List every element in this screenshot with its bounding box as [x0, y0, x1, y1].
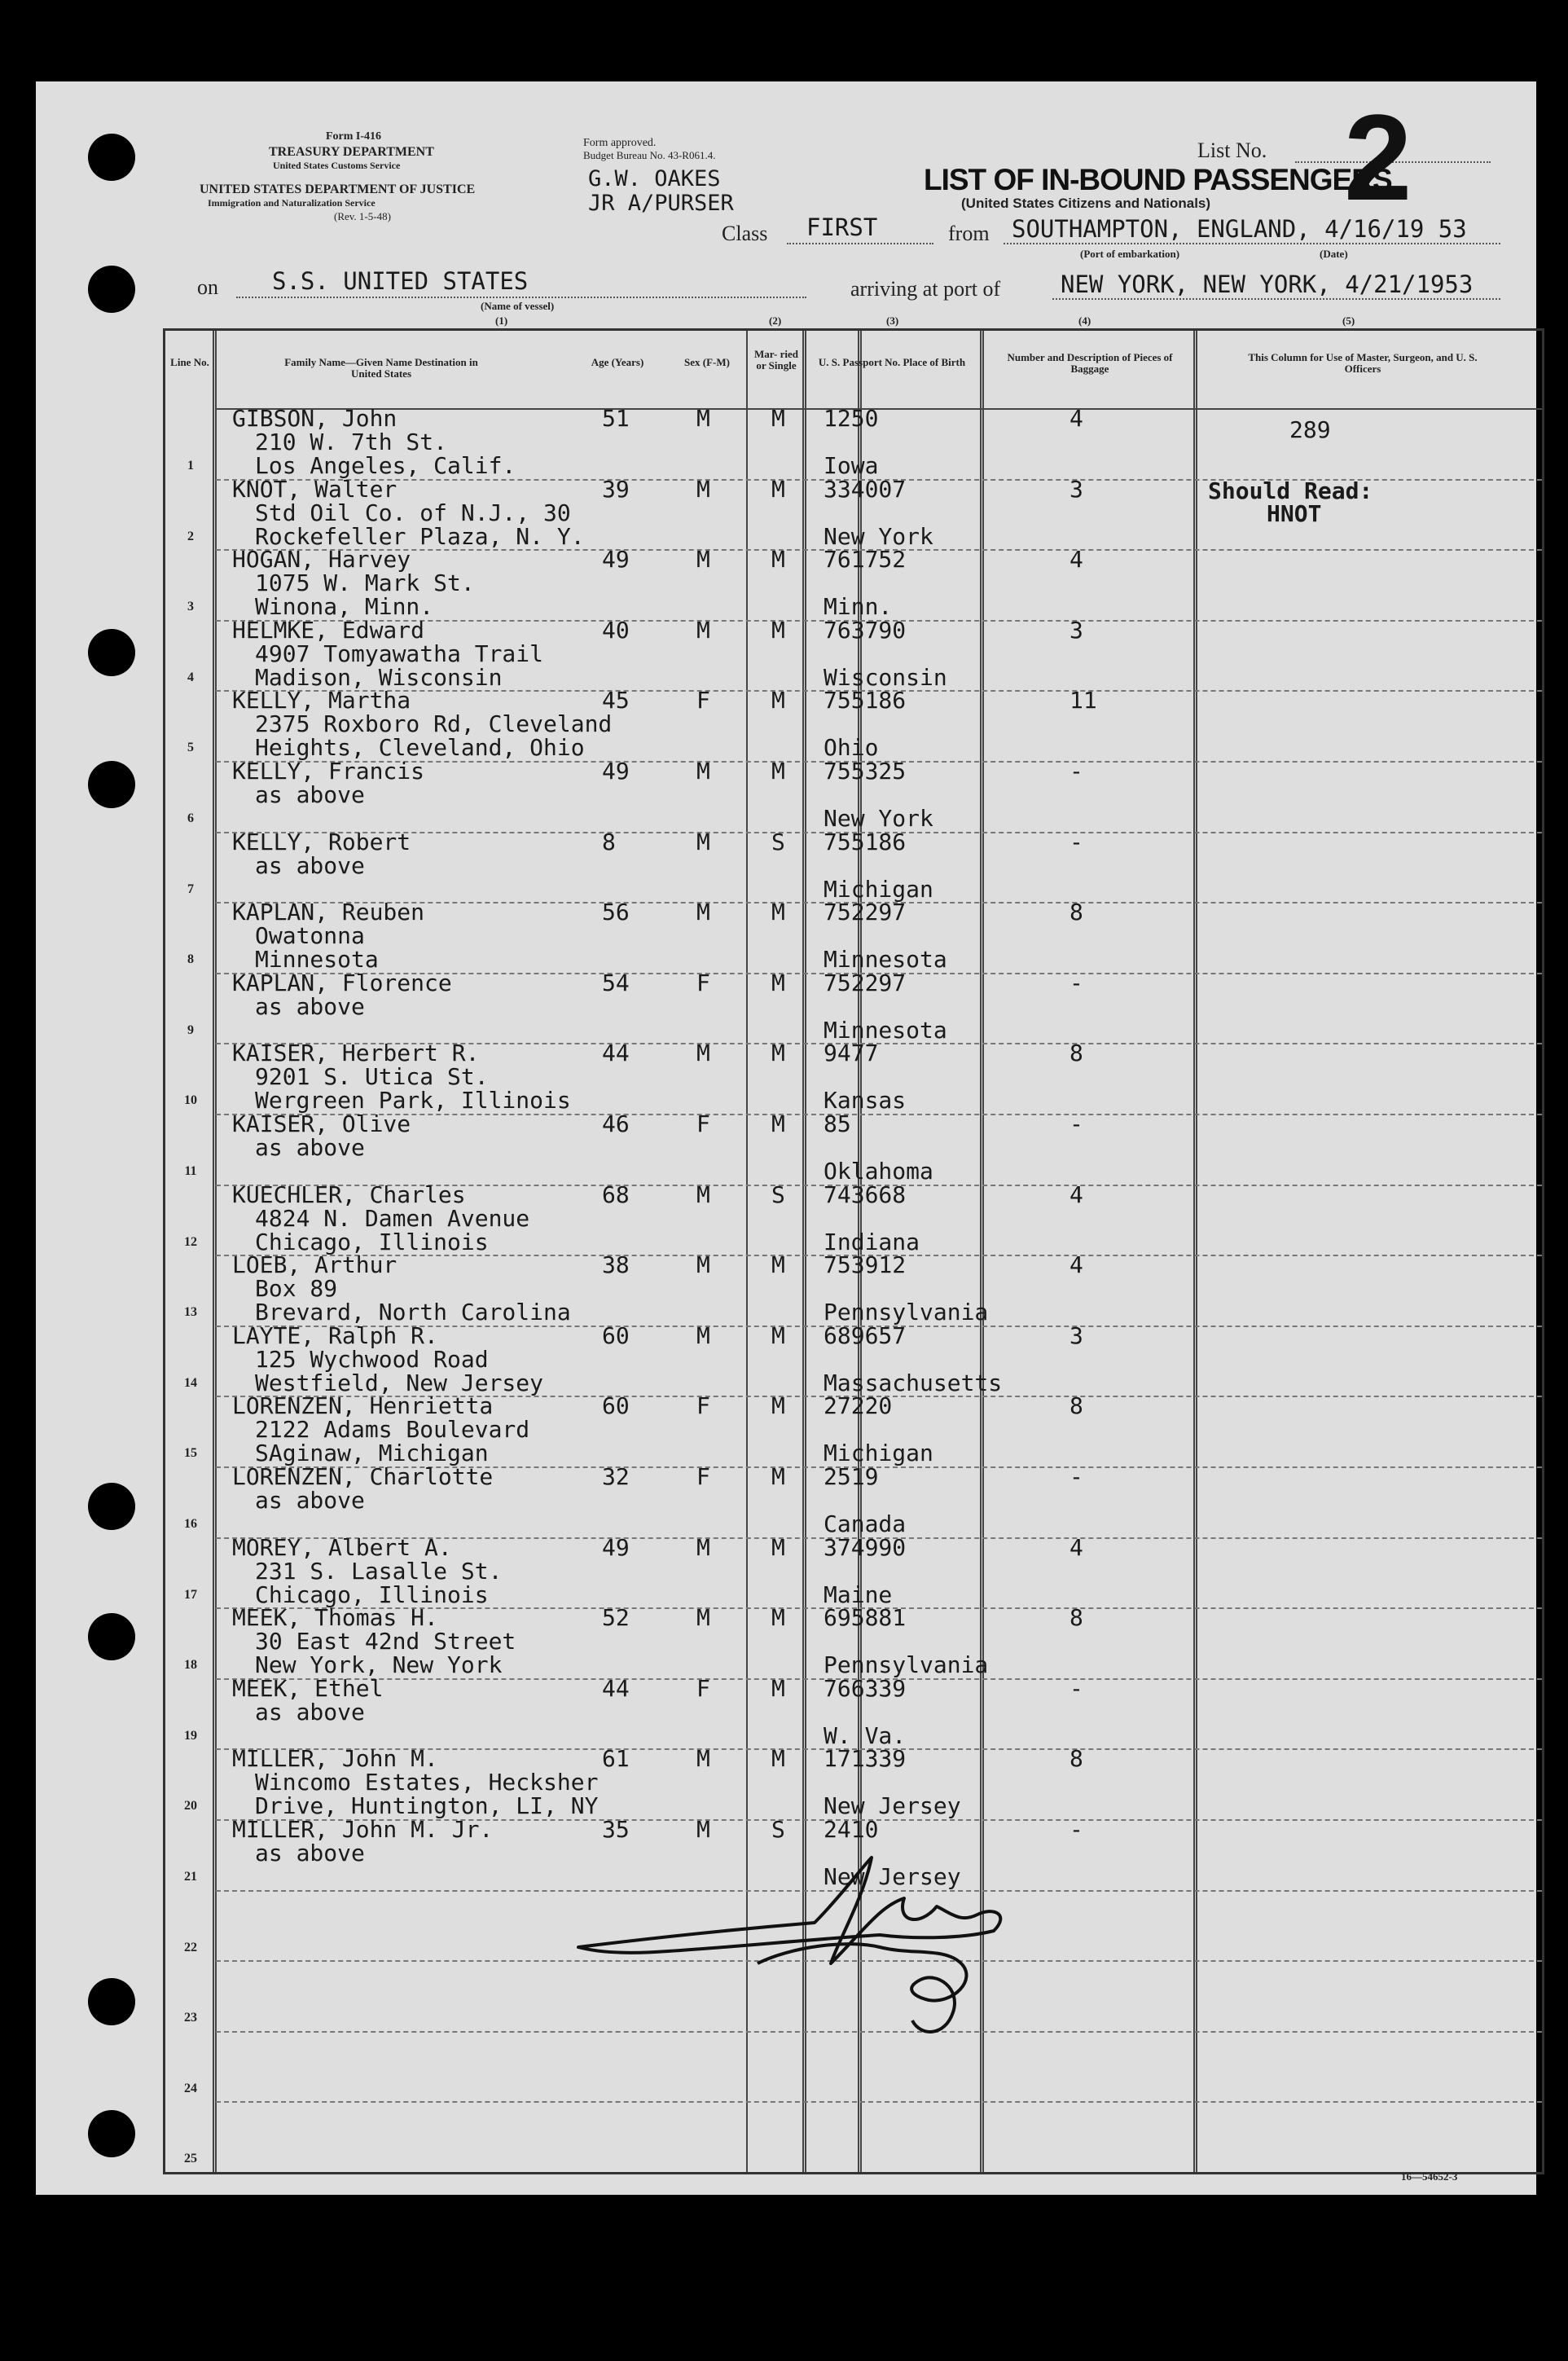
address-line: 30 East 42nd Street	[255, 1628, 516, 1655]
place-of-birth: Ohio	[824, 734, 879, 762]
class-label: Class	[722, 222, 768, 245]
age: 44	[602, 1674, 630, 1702]
form-number: Form I-416	[326, 130, 382, 143]
address-line: as above	[255, 992, 365, 1020]
punch-hole	[88, 761, 135, 808]
passenger-name: KELLY, Robert	[232, 828, 411, 855]
passenger-name: GIBSON, John	[232, 405, 397, 432]
line-number: 10	[184, 1093, 197, 1108]
line-number: 18	[184, 1658, 197, 1673]
address-line: as above	[255, 1487, 365, 1514]
sex: F	[696, 1463, 710, 1490]
sex: F	[696, 687, 710, 714]
baggage-count: 11	[1069, 687, 1097, 714]
purser-name: G.W. OAKES	[588, 166, 721, 191]
marital-status: M	[771, 1110, 785, 1137]
marital-status: M	[771, 1251, 785, 1279]
passenger-name: MEEK, Thomas H.	[232, 1604, 438, 1632]
sex: M	[696, 1251, 710, 1279]
passport-no: 9477	[824, 1040, 879, 1067]
passenger-name: HOGAN, Harvey	[232, 546, 411, 574]
sex: M	[696, 1604, 710, 1632]
address-line: 210 W. 7th St.	[255, 429, 448, 455]
passenger-name: KELLY, Francis	[232, 758, 425, 785]
line-number: 1	[187, 459, 194, 473]
passenger-name: LORENZEN, Charlotte	[232, 1463, 494, 1490]
marital-status: S	[771, 1180, 785, 1208]
line-number: 5	[187, 741, 194, 755]
header-name: Family Name—Given Name Destination in United States	[284, 356, 478, 380]
passport-no: 753912	[824, 1251, 907, 1279]
place-of-birth: New Jersey	[824, 1792, 961, 1820]
passenger-name: KAPLAN, Florence	[232, 969, 452, 996]
place-of-birth: Minnesota	[824, 1016, 947, 1044]
age: 46	[602, 1110, 630, 1137]
age: 51	[602, 405, 630, 432]
age: 60	[602, 1392, 630, 1420]
baggage-count: -	[1069, 758, 1083, 785]
budget-bureau: Budget Bureau No. 43-R061.4.	[583, 149, 716, 161]
place-of-birth: Michigan	[824, 1440, 933, 1467]
baggage-count: 8	[1069, 1392, 1083, 1420]
baggage-count: 4	[1069, 1180, 1083, 1208]
vessel-caption: (Name of vessel)	[481, 300, 555, 312]
baggage-count: 3	[1069, 1321, 1083, 1349]
revision: (Rev. 1-5-48)	[334, 210, 391, 222]
passport-no: 743668	[824, 1180, 907, 1208]
address-line: Wincomo Estates, Hecksher	[255, 1769, 599, 1796]
passport-no: 171339	[824, 1745, 907, 1773]
form-title: LIST OF IN-BOUND PASSENGERS	[924, 163, 1392, 196]
sex: M	[696, 1040, 710, 1067]
baggage-count: -	[1069, 828, 1083, 855]
age: 44	[602, 1040, 630, 1067]
sex: M	[696, 405, 710, 432]
header-sex: Sex (F-M)	[684, 356, 730, 368]
passenger-name: MOREY, Albert A.	[232, 1533, 452, 1561]
address-line: Box 89	[255, 1275, 338, 1303]
marital-status: M	[771, 899, 785, 926]
address-line: 2375 Roxboro Rd, Cleveland	[255, 710, 613, 738]
arriving-label: arriving at port of	[850, 277, 1001, 301]
passport-no: 763790	[824, 616, 907, 644]
sex: M	[696, 1180, 710, 1208]
address-line: Winona, Minn.	[255, 593, 434, 621]
place-of-birth: Minnesota	[824, 946, 947, 974]
passenger-name: KNOT, Walter	[232, 475, 397, 503]
line-number: 23	[184, 2011, 197, 2025]
sex: M	[696, 828, 710, 855]
punch-hole	[88, 134, 135, 181]
sex: F	[696, 1674, 710, 1702]
address-line: 2122 Adams Boulevard	[255, 1416, 530, 1444]
passenger-name: HELMKE, Edward	[232, 616, 425, 644]
purser-title: JR A/PURSER	[588, 191, 734, 216]
line-number: 19	[184, 1728, 197, 1743]
address-line: Los Angeles, Calif.	[255, 452, 516, 479]
sex: M	[696, 1321, 710, 1349]
header-line-no: Line No.	[170, 356, 209, 368]
punch-hole	[88, 2110, 135, 2157]
line-number: 16	[184, 1517, 197, 1531]
age: 40	[602, 616, 630, 644]
passenger-name: KAISER, Herbert R.	[232, 1040, 480, 1067]
line-number: 8	[187, 952, 194, 967]
col-number: (2)	[769, 314, 782, 327]
punch-hole	[88, 1978, 135, 2025]
line-number: 12	[184, 1234, 197, 1249]
passport-no: 1250	[824, 405, 879, 432]
officer-note: Should Read:	[1208, 477, 1373, 504]
marital-status: M	[771, 405, 785, 432]
place-of-birth: Oklahoma	[824, 1158, 933, 1185]
marital-status: M	[771, 1674, 785, 1702]
passenger-name: LOEB, Arthur	[232, 1251, 397, 1279]
sex: F	[696, 1392, 710, 1420]
sex: M	[696, 1745, 710, 1773]
line-number: 13	[184, 1305, 197, 1320]
address-line: 9201 S. Utica St.	[255, 1063, 489, 1091]
arrival-value: NEW YORK, NEW YORK, 4/21/1953	[1061, 270, 1474, 298]
address-line: New York, New York	[255, 1651, 503, 1679]
signature	[570, 1849, 1026, 2045]
marital-status: M	[771, 475, 785, 503]
address-line: 4907 Tomyawatha Trail	[255, 640, 544, 667]
passenger-name: KELLY, Martha	[232, 687, 411, 714]
form-subtitle: (United States Citizens and Nationals)	[961, 196, 1211, 211]
baggage-count: 3	[1069, 616, 1083, 644]
address-line: Rockefeller Plaza, N. Y.	[255, 522, 585, 550]
marital-status: S	[771, 1816, 785, 1843]
marital-status: M	[771, 546, 785, 574]
sex: M	[696, 899, 710, 926]
place-of-birth: W. Va.	[824, 1721, 907, 1749]
place-of-birth: Michigan	[824, 875, 933, 903]
sex: M	[696, 758, 710, 785]
passport-no: 752297	[824, 899, 907, 926]
age: 61	[602, 1745, 630, 1773]
address-line: Drive, Huntington, LI, NY	[255, 1792, 599, 1820]
marital-status: M	[771, 687, 785, 714]
passport-no: 761752	[824, 546, 907, 574]
sex: M	[696, 475, 710, 503]
address-line: Wergreen Park, Illinois	[255, 1087, 571, 1115]
place-of-birth: Pennsylvania	[824, 1299, 989, 1326]
address-line: as above	[255, 1840, 365, 1866]
date-caption: (Date)	[1320, 248, 1348, 260]
address-line: Madison, Wisconsin	[255, 663, 503, 691]
marital-status: M	[771, 969, 785, 996]
embarkation-value: SOUTHAMPTON, ENGLAND, 4/16/19 53	[1012, 215, 1467, 243]
place-of-birth: Minn.	[824, 593, 893, 621]
row-divider	[216, 2101, 1542, 2103]
place-of-birth: Indiana	[824, 1228, 920, 1255]
sex: M	[696, 1533, 710, 1561]
col-number: (3)	[886, 314, 899, 327]
line-number: 24	[184, 2081, 197, 2095]
passenger-name: MEEK, Ethel	[232, 1674, 384, 1702]
class-value: FIRST	[806, 213, 878, 241]
baggage-count: -	[1069, 969, 1083, 996]
port-caption: (Port of embarkation)	[1080, 248, 1180, 260]
list-no-label: List No.	[1197, 138, 1267, 162]
officer-note: 289	[1289, 416, 1331, 443]
line-number: 21	[184, 1870, 197, 1884]
ins-service: Immigration and Naturalization Service	[208, 197, 376, 209]
place-of-birth: Kansas	[824, 1087, 907, 1115]
passport-no: 2519	[824, 1463, 879, 1490]
treasury-dept: TREASURY DEPARTMENT	[269, 145, 434, 159]
address-line: Brevard, North Carolina	[255, 1299, 571, 1326]
line-number: 9	[187, 1022, 194, 1037]
passport-no: 689657	[824, 1321, 907, 1349]
customs-service: United States Customs Service	[273, 160, 401, 171]
footer-code: 16—54652-3	[1401, 2170, 1458, 2183]
justice-dept: UNITED STATES DEPARTMENT OF JUSTICE	[200, 182, 476, 196]
list-number: 2	[1344, 89, 1412, 226]
baggage-count: 8	[1069, 1745, 1083, 1773]
address-line: Heights, Cleveland, Ohio	[255, 734, 585, 762]
address-line: Minnesota	[255, 946, 379, 974]
line-number: 11	[184, 1164, 197, 1178]
address-line: Chicago, Illinois	[255, 1228, 489, 1255]
marital-status: M	[771, 1604, 785, 1632]
marital-status: M	[771, 1321, 785, 1349]
header-officers: This Column for Use of Master, Surgeon, and U. S. Officers	[1248, 351, 1478, 375]
passenger-name: LORENZEN, Henrietta	[232, 1392, 494, 1420]
address-line: Westfield, New Jersey	[255, 1369, 544, 1396]
address-line: as above	[255, 781, 365, 808]
address-line: SAginaw, Michigan	[255, 1440, 489, 1467]
age: 8	[602, 828, 616, 855]
address-line: Owatonna	[255, 922, 365, 950]
place-of-birth: New York	[824, 805, 933, 832]
marital-status: M	[771, 1745, 785, 1773]
passport-no: 755325	[824, 758, 907, 785]
line-number: 20	[184, 1799, 197, 1814]
baggage-count: -	[1069, 1110, 1083, 1137]
passport-no: 374990	[824, 1533, 907, 1561]
header-age: Age (Years)	[591, 356, 644, 368]
line-number: 7	[187, 882, 194, 896]
address-line: 4824 N. Damen Avenue	[255, 1204, 530, 1232]
marital-status: M	[771, 758, 785, 785]
address-line: Chicago, Illinois	[255, 1581, 489, 1608]
punch-hole	[88, 1613, 135, 1660]
marital-status: S	[771, 828, 785, 855]
line-number: 4	[187, 670, 194, 684]
col-number: (4)	[1078, 314, 1091, 327]
age: 56	[602, 899, 630, 926]
address-line: as above	[255, 1698, 365, 1726]
passport-no: 85	[824, 1110, 851, 1137]
baggage-count: -	[1069, 1816, 1083, 1843]
line-number: 2	[187, 529, 194, 543]
marital-status: M	[771, 1392, 785, 1420]
line-number: 17	[184, 1587, 197, 1602]
age: 38	[602, 1251, 630, 1279]
age: 68	[602, 1180, 630, 1208]
baggage-count: 4	[1069, 1533, 1083, 1561]
sex: F	[696, 969, 710, 996]
age: 32	[602, 1463, 630, 1490]
marital-status: M	[771, 1463, 785, 1490]
passport-no: 755186	[824, 687, 907, 714]
passenger-name: MILLER, John M. Jr.	[232, 1816, 494, 1843]
passenger-name: KAISER, Olive	[232, 1110, 411, 1137]
baggage-count: 4	[1069, 405, 1083, 432]
address-line: 125 Wychwood Road	[255, 1345, 489, 1373]
age: 49	[602, 758, 630, 785]
address-line: as above	[255, 1134, 365, 1161]
col-number: (5)	[1342, 314, 1355, 327]
passenger-name: KUECHLER, Charles	[232, 1180, 466, 1208]
col-number: (1)	[495, 314, 508, 327]
vessel-name: S.S. UNITED STATES	[272, 267, 529, 295]
header-passport: U. S. Passport No. Place of Birth	[818, 356, 966, 368]
age: 54	[602, 969, 630, 996]
baggage-count: 8	[1069, 1604, 1083, 1632]
passenger-name: MILLER, John M.	[232, 1745, 438, 1773]
punch-hole	[88, 629, 135, 676]
place-of-birth: New Jersey	[824, 1863, 961, 1890]
form-approved: Form approved.	[583, 137, 657, 149]
place-of-birth: New York	[824, 522, 933, 550]
sex: F	[696, 1110, 710, 1137]
age: 49	[602, 546, 630, 574]
header-baggage: Number and Description of Pieces of Baggage	[1007, 351, 1173, 375]
marital-status: M	[771, 1040, 785, 1067]
row-divider	[216, 1114, 1542, 1115]
place-of-birth: Wisconsin	[824, 663, 947, 691]
address-line: as above	[255, 851, 365, 879]
place-of-birth: Massachusetts	[824, 1369, 1003, 1396]
address-line: 1075 W. Mark St.	[255, 569, 475, 597]
passport-no: 27220	[824, 1392, 893, 1420]
passport-no: 752297	[824, 969, 907, 996]
baggage-count: -	[1069, 1674, 1083, 1702]
line-number: 6	[187, 811, 194, 825]
passport-no: 2410	[824, 1816, 879, 1843]
place-of-birth: Maine	[824, 1581, 893, 1608]
sex: M	[696, 616, 710, 644]
line-number: 14	[184, 1375, 197, 1390]
baggage-count: -	[1069, 1463, 1083, 1490]
address-line: Std Oil Co. of N.J., 30	[255, 499, 571, 526]
line-number: 15	[184, 1446, 197, 1461]
punch-hole	[88, 1483, 135, 1530]
passenger-name: LAYTE, Ralph R.	[232, 1321, 438, 1349]
baggage-count: 4	[1069, 1251, 1083, 1279]
baggage-count: 4	[1069, 546, 1083, 574]
passport-no: 755186	[824, 828, 907, 855]
age: 35	[602, 1816, 630, 1843]
age: 60	[602, 1321, 630, 1349]
marital-status: M	[771, 1533, 785, 1561]
header-married: Mar- ried or Single	[753, 348, 799, 372]
baggage-count: 3	[1069, 475, 1083, 503]
line-number: 22	[184, 1940, 197, 1954]
officer-note: HNOT	[1267, 499, 1322, 527]
punch-hole	[88, 266, 135, 313]
sex: M	[696, 1816, 710, 1843]
baggage-count: 8	[1069, 899, 1083, 926]
on-label: on	[197, 275, 218, 299]
place-of-birth: Canada	[824, 1510, 907, 1537]
passport-no: 766339	[824, 1674, 907, 1702]
from-label: from	[948, 222, 990, 245]
baggage-count: 8	[1069, 1040, 1083, 1067]
place-of-birth: Iowa	[824, 452, 879, 479]
passenger-name: KAPLAN, Reuben	[232, 899, 425, 926]
passport-no: 695881	[824, 1604, 907, 1632]
age: 39	[602, 475, 630, 503]
age: 49	[602, 1533, 630, 1561]
sex: M	[696, 546, 710, 574]
place-of-birth: Pennsylvania	[824, 1651, 989, 1679]
age: 45	[602, 687, 630, 714]
line-number: 25	[184, 2152, 197, 2166]
passport-no: 334007	[824, 475, 907, 503]
age: 52	[602, 1604, 630, 1632]
marital-status: M	[771, 616, 785, 644]
line-number: 3	[187, 600, 194, 614]
address-line: 231 S. Lasalle St.	[255, 1557, 503, 1585]
